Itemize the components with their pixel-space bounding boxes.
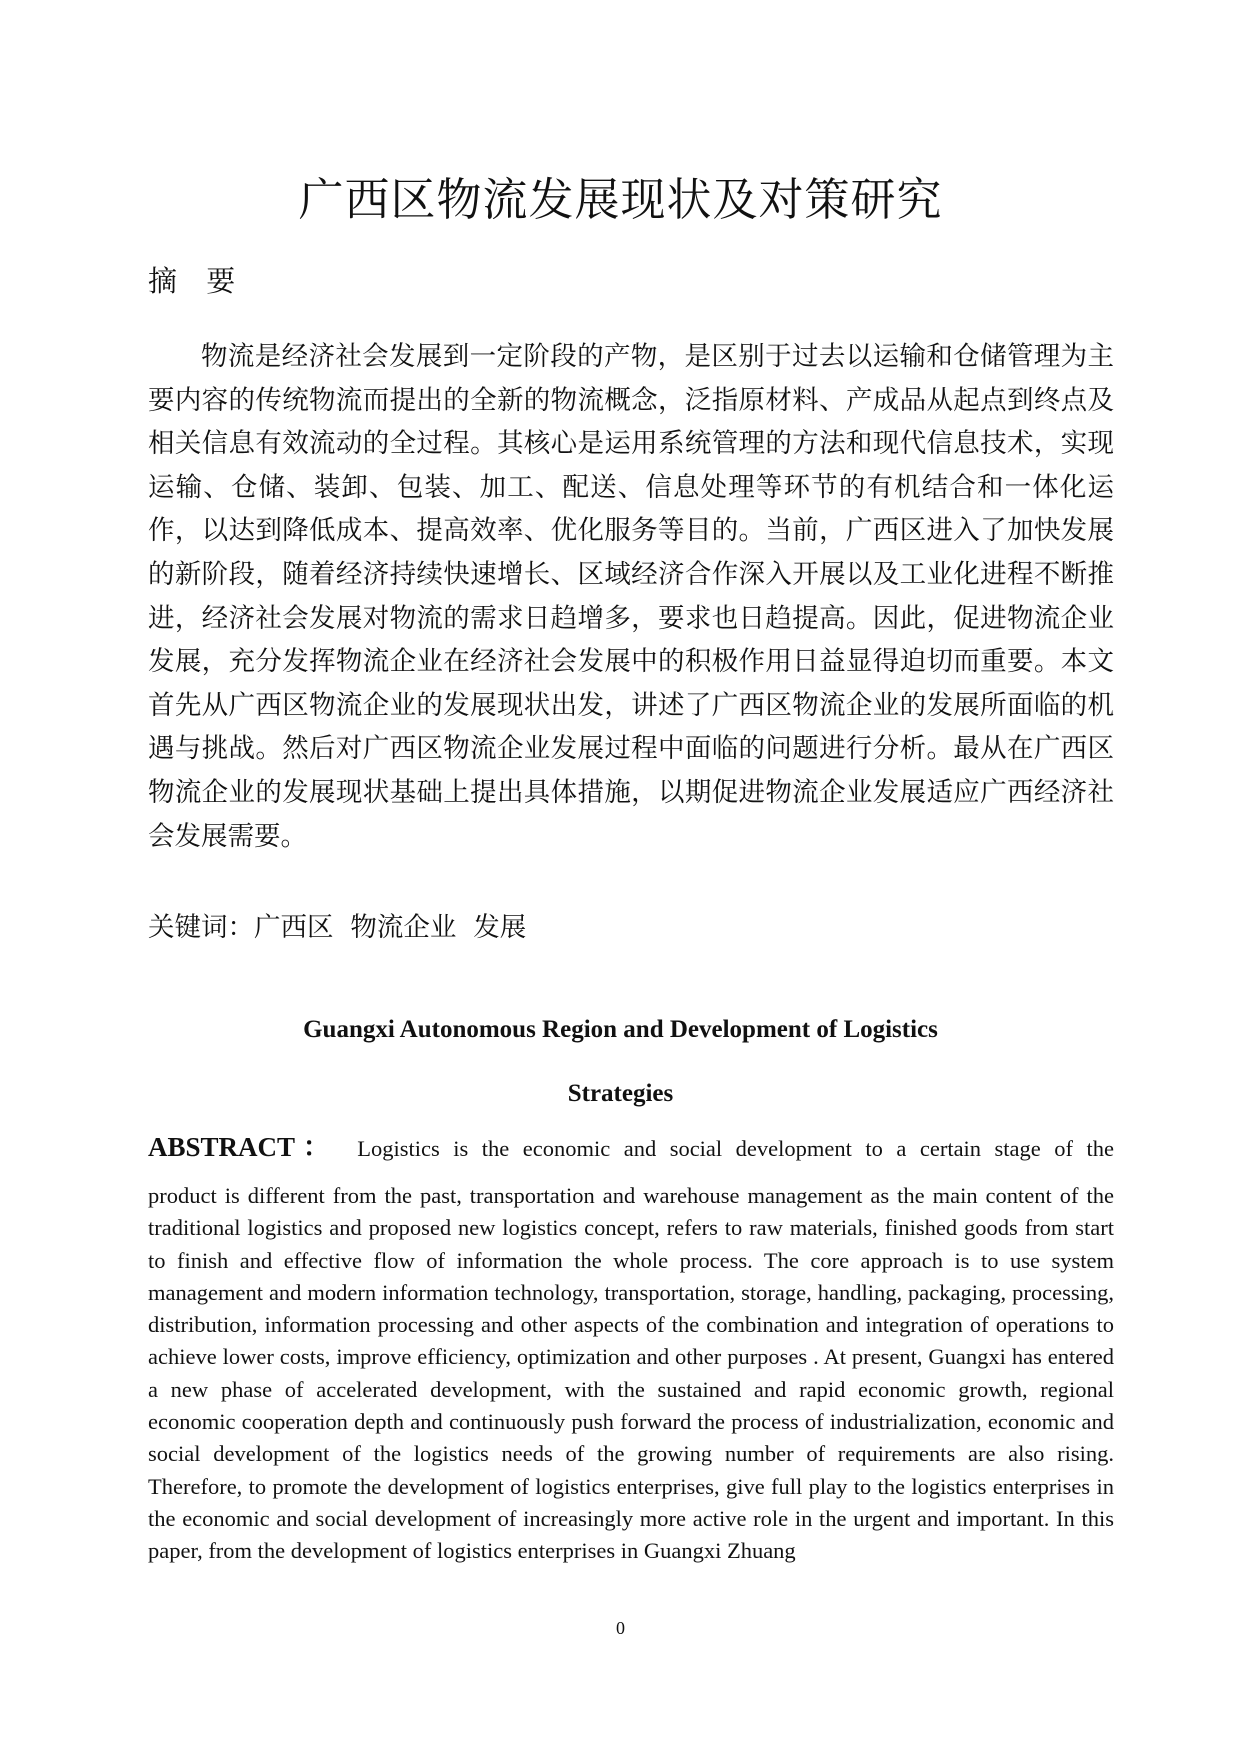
english-abstract-body: product is different from the past, transportation and warehouse management as the main content of the traditional logistics and proposed new logistics concept, refers to raw materials, finished goods from start to finish and effective flow of information the whole process. The core approach is to use system management and modern information technology, transportation, storage, handling, packaging, processing, distribution, information processing and other aspects of the combination and integration of operations to achieve lower costs, improve efficiency, optimization and other purposes . At present, Guangxi has entered a new phase of accelerated development, with the sustained and rapid economic growth, regional economic cooperation depth and continuously push forward the process of industrialization, economic and social development of the logistics needs of the growing number of requirements are also rising. Therefore, to promote the development of logistics enterprises, give full play to the logistics enterprises in the economic and social development of increasingly more active role in the urgent and important. In this paper, from the development of logistics enterprises in Guangxi Zhuang — [148, 1183, 1114, 1564]
keywords-label: 关键词： — [148, 912, 254, 943]
english-title — [0, 998, 1241, 1126]
chinese-abstract-heading: 摘 要 — [148, 264, 246, 298]
english-title-line-1: Guangxi Autonomous Region and Development of Logistics — [303, 1016, 938, 1043]
keywords-values: 广西区 物流企业 发展 — [254, 912, 527, 943]
abstract-label: ABSTRACT： — [148, 1132, 338, 1162]
page-number: 0 — [616, 1618, 625, 1638]
english-title-line-2: Strategies — [567, 1080, 674, 1107]
chinese-abstract-body: 物流是经济社会发展到一定阶段的产物，是区别于过去以运输和仓储管理为主要内容的传统物流而提出的全新的物流概念，泛指原材料、产成品从起点到终点及相关信息有效流动的全过程。其核心是运用系统管理的方法和现代信息技术，实现运输、仓储、装卸、包装、加工、配送、信息处理等环节的有机结合和一体化运作，以达到降低成本、提高效率、优化服务等目的。当前，广西区进入了加快发展的新阶段，随着经济持续快速增长、区域经济合作深入开展以及工业化进程不断推进，经济社会发展对物流的需求日趋增多，要求也日趋提高。因此，促进物流企业发展，充分发挥物流企业在经济社会发展中的积极作用日益显得迫切而重要。本文首先从广西区物流企业的发展现状出发，讲述了广西区物流企业的发展所面临的机遇与挑战。然后对广西区物流企业发展过程中面临的问题进行分析。最从在广西区物流企业的发展现状基础上提出具体措施，以期促进物流企业发展适应广西经济社会发展需要。 — [148, 341, 1114, 852]
chinese-keywords — [148, 909, 526, 947]
english-abstract-opening: Logistics is the economic and social development to a certain stage of the — [357, 1136, 1114, 1161]
chinese-title: 广西区物流发展现状及对策研究 — [298, 173, 943, 226]
english-abstract-first-line — [148, 1129, 1114, 1167]
english-abstract — [148, 1129, 1114, 1568]
